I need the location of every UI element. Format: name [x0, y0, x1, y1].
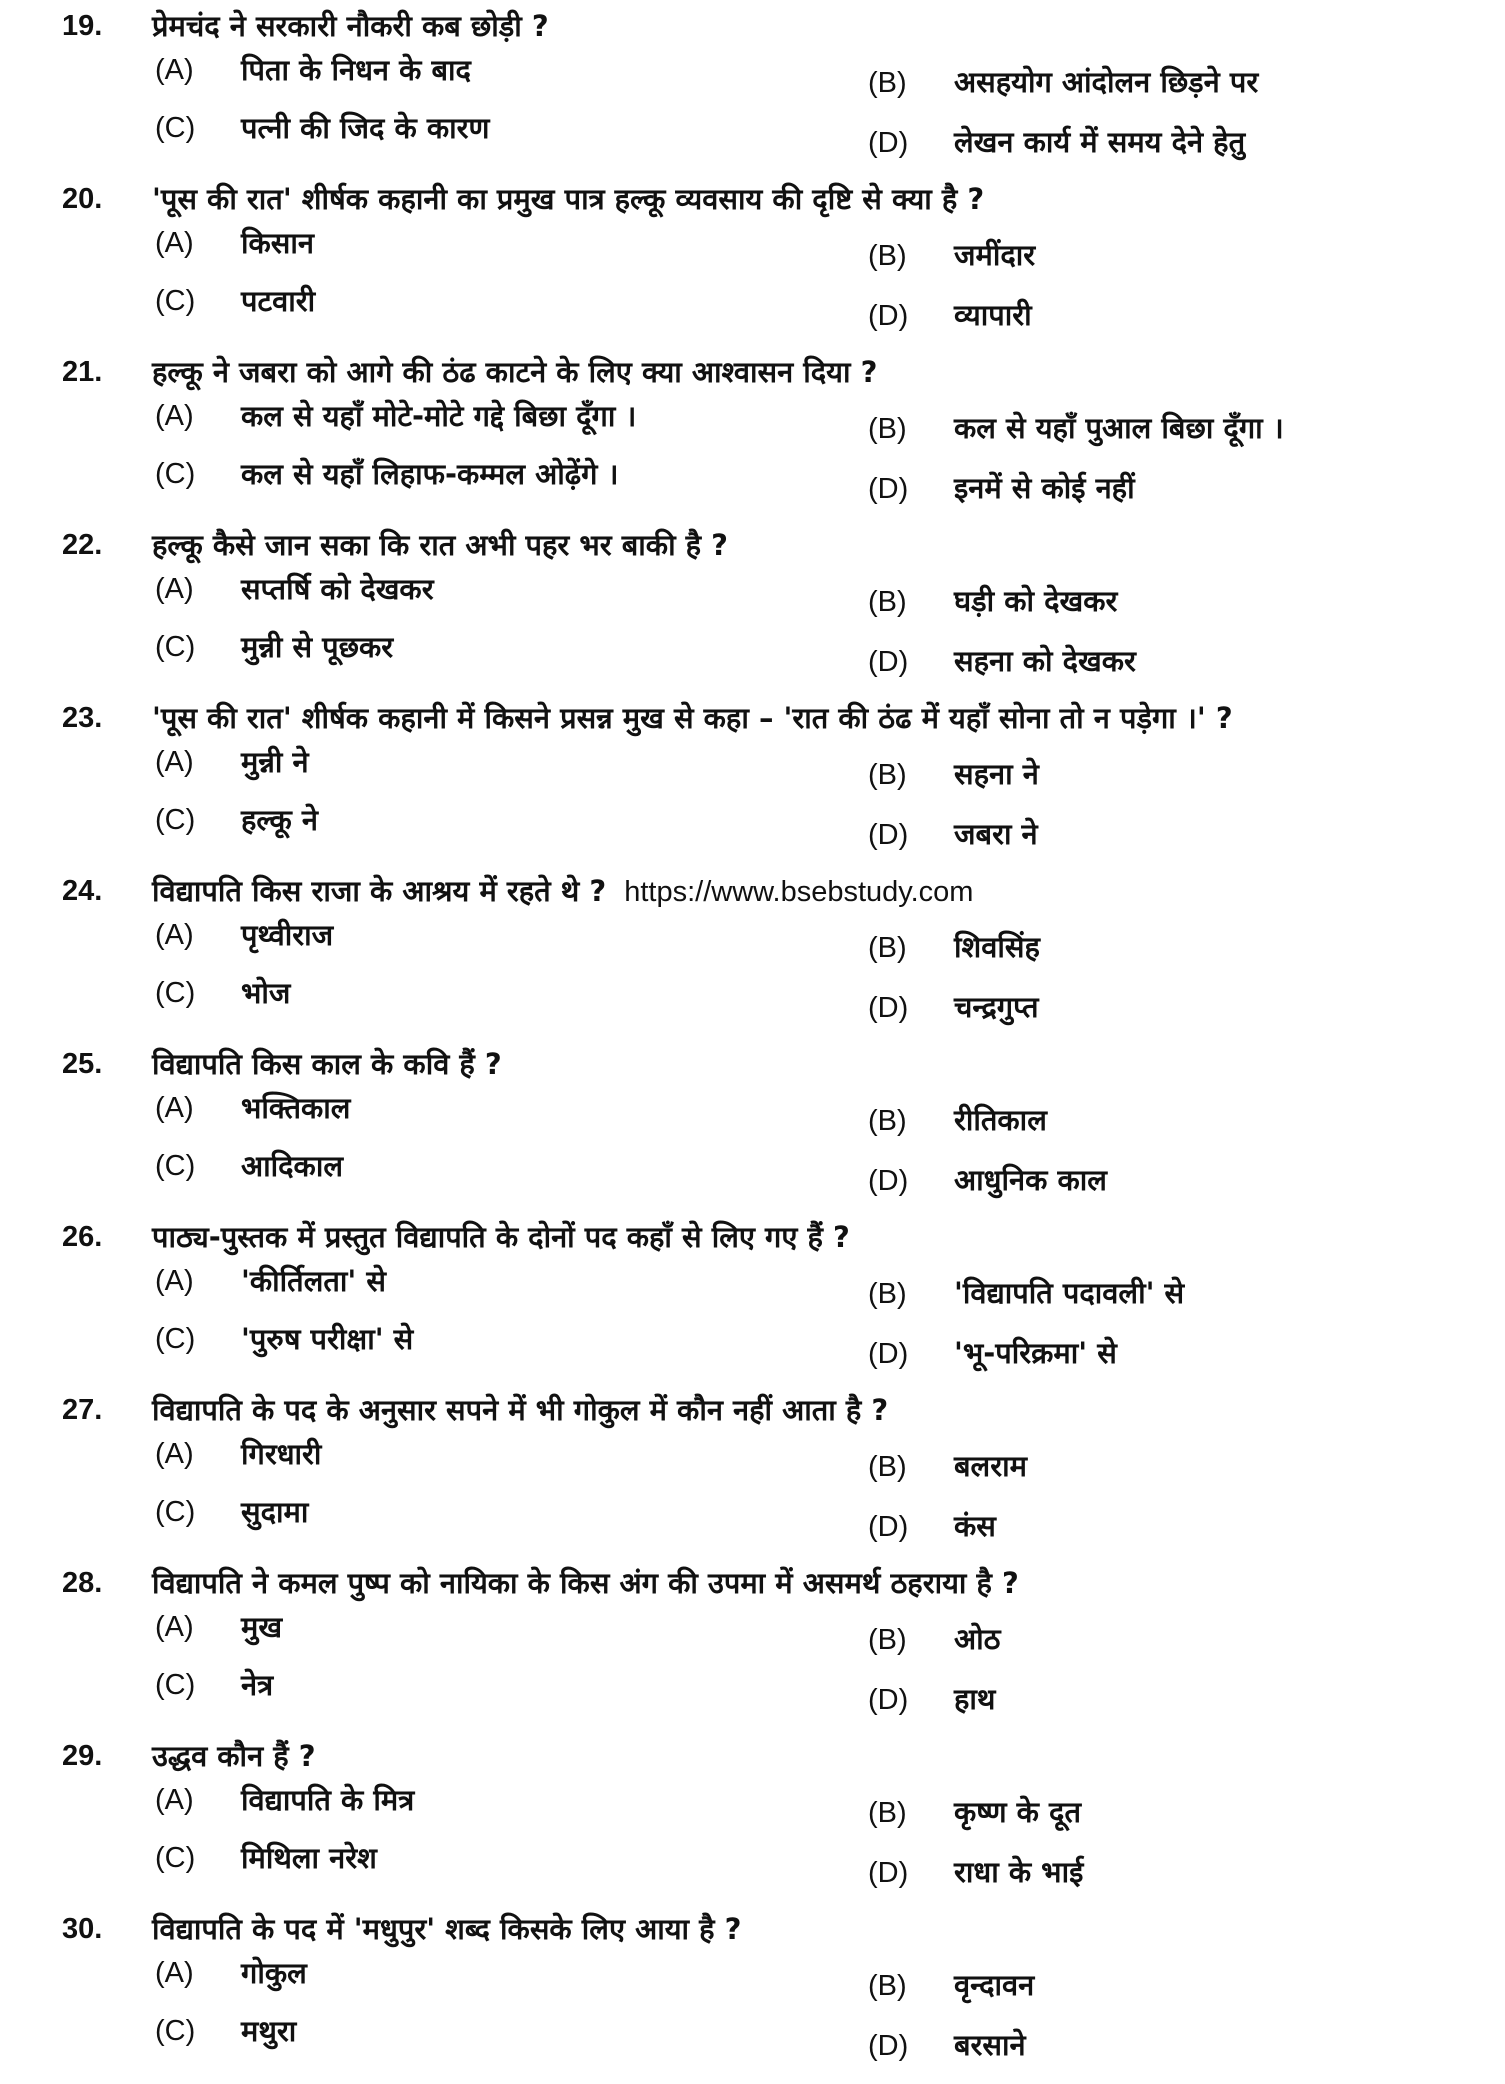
question-text-content: प्रेमचंद ने सरकारी नौकरी कब छोड़ी ? [152, 9, 549, 43]
option-d[interactable] [868, 643, 1136, 680]
option-text: 'पुरुष परीक्षा' से [241, 1322, 414, 1356]
option-text: पटवारी [241, 284, 316, 318]
option-label: (C) [155, 804, 196, 836]
option-label: (D) [868, 1165, 909, 1197]
option-b[interactable] [868, 1794, 1081, 1831]
option-label: (B) [868, 1624, 907, 1656]
option-label: (A) [155, 1438, 194, 1470]
option-d[interactable] [868, 989, 1039, 1026]
option-label: (A) [155, 746, 194, 778]
question-text-content: विद्यापति ने कमल पुष्प को नायिका के किस अंग की उपमा में असमर्थ ठहराया है ? [152, 1566, 1019, 1600]
question-text [152, 1392, 888, 1428]
option-label: (D) [868, 992, 909, 1024]
question-text-content: विद्यापति किस राजा के आश्रय में रहते थे ? [152, 874, 607, 908]
option-b[interactable] [868, 1621, 1001, 1658]
option-text: 'भू-परिक्रमा' से [954, 1336, 1117, 1370]
option-text: इनमें से कोई नहीं [954, 471, 1135, 505]
question-text [152, 181, 984, 217]
option-text: राधा के भाई [954, 1855, 1084, 1889]
option-text: पृथ्वीराज [241, 918, 334, 952]
question-text [152, 700, 1233, 736]
option-label: (D) [868, 127, 909, 159]
option-text: पिता के निधन के बाद [241, 53, 471, 87]
option-text: कृष्ण के दूत [954, 1795, 1081, 1829]
question-number: 28. [62, 1567, 103, 1599]
option-d[interactable] [868, 1854, 1084, 1891]
option-b[interactable] [868, 410, 1284, 447]
option-label: (B) [868, 1970, 907, 2002]
option-text: लेखन कार्य में समय देने हेतु [954, 125, 1246, 159]
option-label: (D) [868, 473, 909, 505]
option-label: (B) [868, 67, 907, 99]
question-text [152, 1219, 850, 1255]
question-number: 29. [62, 1740, 103, 1772]
question-text [152, 8, 549, 44]
question-text-content: उद्धव कौन हैं ? [152, 1739, 316, 1773]
option-label: (A) [155, 54, 194, 86]
question-number: 23. [62, 702, 103, 734]
option-label: (D) [868, 1857, 909, 1889]
question-number: 21. [62, 356, 103, 388]
option-label: (C) [155, 1496, 196, 1528]
option-text: हाथ [954, 1682, 996, 1716]
question-number: 22. [62, 529, 103, 561]
question-number: 30. [62, 1913, 103, 1945]
option-text: कल से यहाँ लिहाफ-कम्मल ओढ़ेंगे । [241, 457, 619, 491]
option-label: (C) [155, 1842, 196, 1874]
option-text: जबरा ने [954, 817, 1038, 851]
option-label: (A) [155, 919, 194, 951]
option-text: मुन्नी ने [241, 745, 309, 779]
question-text-content: विद्यापति किस काल के कवि हैं ? [152, 1047, 502, 1081]
option-d[interactable] [868, 1508, 996, 1545]
option-label: (D) [868, 646, 909, 678]
option-label: (B) [868, 932, 907, 964]
option-text: बलराम [954, 1449, 1027, 1483]
option-label: (A) [155, 1265, 194, 1297]
option-b[interactable] [868, 1448, 1027, 1485]
option-text: सप्तर्षि को देखकर [241, 572, 434, 606]
question-block [0, 1392, 1505, 1565]
option-label: (B) [868, 1451, 907, 1483]
option-b[interactable] [868, 756, 1039, 793]
option-label: (C) [155, 1323, 196, 1355]
option-label: (B) [868, 1278, 907, 1310]
option-label: (D) [868, 2030, 909, 2062]
option-label: (A) [155, 1957, 194, 1989]
option-label: (C) [155, 631, 196, 663]
question-block [0, 1911, 1505, 2084]
question-text-content: पाठ्य-पुस्तक में प्रस्तुत विद्यापति के दोनों पद कहाँ से लिए गए हैं ? [152, 1220, 850, 1254]
option-text: आदिकाल [241, 1149, 343, 1183]
option-b[interactable] [868, 929, 1040, 966]
option-text: पत्नी की जिद के कारण [241, 111, 490, 145]
option-b[interactable] [868, 583, 1118, 620]
question-block [0, 700, 1505, 873]
option-text: वृन्दावन [954, 1968, 1035, 2002]
option-label: (D) [868, 300, 909, 332]
option-label: (A) [155, 227, 194, 259]
option-label: (C) [155, 1150, 196, 1182]
option-text: सहना को देखकर [954, 644, 1136, 678]
option-text: हल्कू ने [241, 803, 318, 837]
question-text-content: हल्कू ने जबरा को आगे की ठंढ काटने के लिए क्या आश्वासन दिया ? [152, 355, 878, 389]
option-b[interactable] [868, 1275, 1185, 1312]
question-block [0, 1046, 1505, 1219]
option-text: गोकुल [241, 1956, 307, 1990]
option-label: (C) [155, 1669, 196, 1701]
option-label: (A) [155, 400, 194, 432]
option-text: सहना ने [954, 757, 1039, 791]
question-text-content: विद्यापति के पद में 'मधुपुर' शब्द किसके लिए आया है ? [152, 1912, 742, 1946]
question-block [0, 1738, 1505, 1911]
option-text: कंस [954, 1509, 996, 1543]
option-text: शिवसिंह [954, 930, 1040, 964]
option-label: (C) [155, 112, 196, 144]
option-d[interactable] [868, 470, 1135, 507]
option-text: व्यापारी [954, 298, 1032, 332]
option-text: गिरधारी [241, 1437, 322, 1471]
option-label: (D) [868, 1684, 909, 1716]
option-b[interactable] [868, 1967, 1035, 2004]
option-label: (A) [155, 1784, 194, 1816]
question-text [152, 527, 728, 563]
option-text: सुदामा [241, 1495, 309, 1529]
option-d[interactable] [868, 1681, 996, 1718]
option-label: (D) [868, 1338, 909, 1370]
option-text: असहयोग आंदोलन छिड़ने पर [954, 65, 1259, 99]
question-block [0, 527, 1505, 700]
option-label: (C) [155, 977, 196, 1009]
option-text: घड़ी को देखकर [954, 584, 1118, 618]
question-number: 19. [62, 10, 103, 42]
option-text: भक्तिकाल [241, 1091, 351, 1125]
option-text: विद्यापति के मित्र [241, 1783, 415, 1817]
option-text: चन्द्रगुप्त [954, 990, 1039, 1024]
option-label: (B) [868, 586, 907, 618]
question-text [152, 1046, 502, 1082]
question-number: 24. [62, 875, 103, 907]
question-text-content: 'पूस की रात' शीर्षक कहानी में किसने प्रसन्न मुख से कहा – 'रात की ठंढ में यहाँ सोना तो न पड़ेगा ।' ? [152, 701, 1233, 735]
option-label: (B) [868, 413, 907, 445]
question-text-content: हल्कू कैसे जान सका कि रात अभी पहर भर बाकी है ? [152, 528, 728, 562]
question-number: 26. [62, 1221, 103, 1253]
option-text: बरसाने [954, 2028, 1026, 2062]
option-label: (C) [155, 458, 196, 490]
option-text: 'विद्यापति पदावली' से [954, 1276, 1185, 1310]
option-label: (B) [868, 1797, 907, 1829]
option-b[interactable] [868, 237, 1036, 274]
option-d[interactable] [868, 1335, 1117, 1372]
option-text: जमींदार [954, 238, 1036, 272]
option-text: नेत्र [241, 1668, 274, 1702]
option-text: कल से यहाँ मोटे-मोटे गद्दे बिछा दूँगा । [241, 399, 637, 433]
option-label: (B) [868, 759, 907, 791]
option-label: (D) [868, 1511, 909, 1543]
watermark-url: https://www.bsebstudy.com [624, 876, 974, 908]
option-text: कल से यहाँ पुआल बिछा दूँगा । [954, 411, 1284, 445]
option-text: किसान [241, 226, 314, 260]
option-label: (C) [155, 285, 196, 317]
question-text [152, 1738, 316, 1774]
option-text: ओठ [954, 1622, 1001, 1656]
option-text: भोज [241, 976, 291, 1010]
question-text-content: विद्यापति के पद के अनुसार सपने में भी गोकुल में कौन नहीं आता है ? [152, 1393, 889, 1427]
option-text: मुन्नी से पूछकर [241, 630, 394, 664]
option-d[interactable] [868, 816, 1038, 853]
option-text: मुख [241, 1610, 283, 1644]
question-text [152, 1565, 1019, 1601]
question-text [152, 354, 877, 390]
question-block [0, 354, 1505, 527]
question-block [0, 1565, 1505, 1738]
option-d[interactable] [868, 2027, 1026, 2064]
question-block [0, 1219, 1505, 1392]
option-text: रीतिकाल [954, 1103, 1047, 1137]
option-label: (A) [155, 1092, 194, 1124]
option-text: 'कीर्तिलता' से [241, 1264, 386, 1298]
option-d[interactable] [868, 124, 1246, 161]
question-number: 20. [62, 183, 103, 215]
option-text: मथुरा [241, 2014, 297, 2048]
question-block [0, 181, 1505, 354]
option-label: (B) [868, 240, 907, 272]
option-label: (A) [155, 573, 194, 605]
option-label: (C) [155, 2015, 196, 2047]
option-d[interactable] [868, 1162, 1107, 1199]
option-b[interactable] [868, 64, 1259, 101]
option-d[interactable] [868, 297, 1032, 334]
question-number: 25. [62, 1048, 103, 1080]
option-text: मिथिला नरेश [241, 1841, 377, 1875]
question-number: 27. [62, 1394, 103, 1426]
question-block [0, 8, 1505, 181]
option-text: आधुनिक काल [954, 1163, 1107, 1197]
option-label: (A) [155, 1611, 194, 1643]
question-text [152, 1911, 741, 1947]
question-text-content: 'पूस की रात' शीर्षक कहानी का प्रमुख पात्र हल्कू व्यवसाय की दृष्टि से क्या है ? [152, 182, 985, 216]
option-label: (D) [868, 819, 909, 851]
question-block [0, 873, 1505, 1046]
option-b[interactable] [868, 1102, 1047, 1139]
option-label: (B) [868, 1105, 907, 1137]
question-text [152, 873, 973, 910]
